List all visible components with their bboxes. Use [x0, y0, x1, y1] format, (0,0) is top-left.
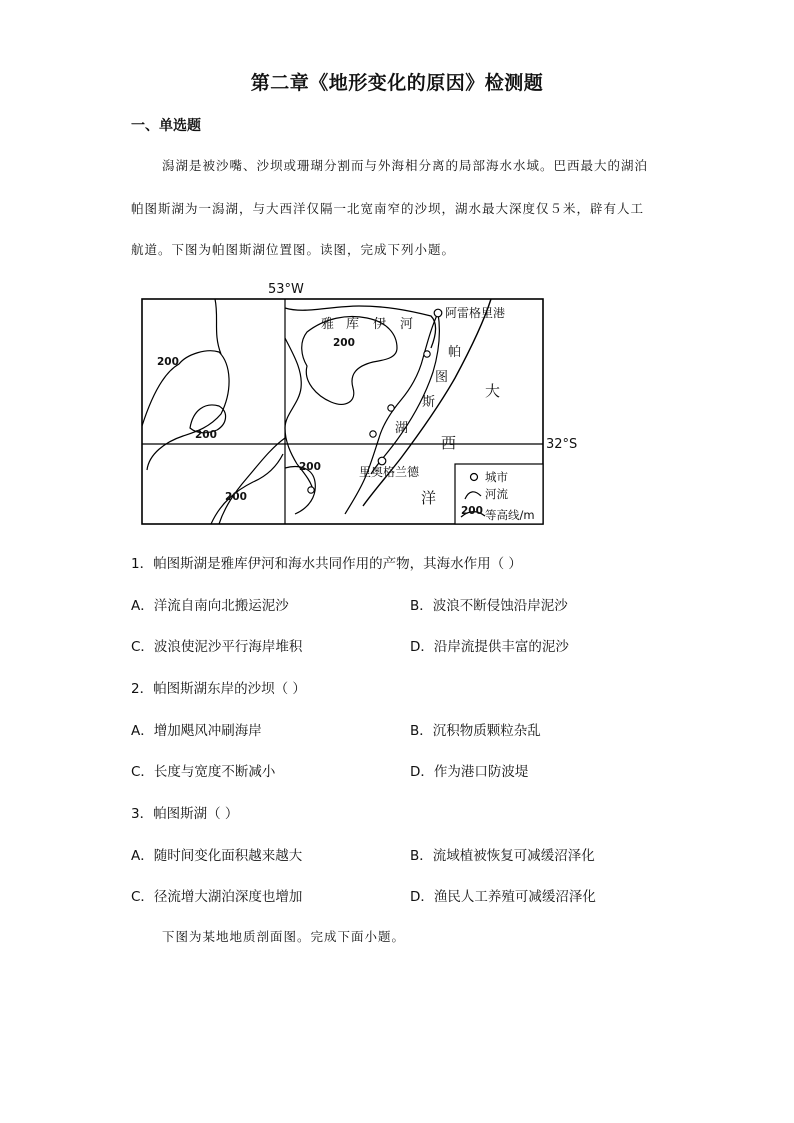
question-2-option-b[interactable]: B．沉积物质颗粒杂乱: [410, 723, 541, 739]
river-name-char: 河: [400, 317, 414, 332]
question-3-stem: 3．帕图斯湖（ ）: [131, 806, 239, 822]
legend-city-label: 城市: [485, 470, 508, 484]
question-1-option-a[interactable]: A．洋流自南向北搬运泥沙: [131, 598, 289, 614]
page-title: 第二章《地形变化的原因》检测题: [250, 72, 544, 94]
city-marker: [308, 487, 314, 493]
patos-lagoon-map: [135, 278, 585, 530]
legend-contour-label: 等高线/m: [485, 508, 535, 522]
lake-name-char: 图: [435, 370, 449, 385]
city-porto-alegre: [434, 309, 442, 317]
legend-contour-value: 200: [461, 505, 483, 517]
intro-line-2: 帕图斯湖为一潟湖，与大西洋仅隔一北宽南窄的沙坝，湖水最大深度仅５米，辟有人工: [131, 201, 645, 216]
contour-value-label: 200: [225, 491, 247, 503]
lake-name-char: 帕: [448, 345, 462, 360]
city-marker: [424, 351, 430, 357]
river-central: [285, 338, 301, 464]
question-1-option-b[interactable]: B．波浪不断侵蚀沿岸泥沙: [410, 598, 568, 614]
river-jacui: [285, 306, 436, 348]
contour-value-label: 200: [333, 337, 355, 349]
section-heading: 一、单选题: [131, 118, 201, 134]
closing-instruction: 下图为某地地质剖面图。完成下面小题。: [162, 929, 406, 944]
river-name-char: 库: [346, 317, 360, 332]
question-2-option-d[interactable]: D．作为港口防波堤: [410, 764, 529, 780]
ocean-name-char: 西: [441, 434, 457, 452]
city-rio-grande: [378, 457, 386, 465]
intro-line-1: 潟湖是被沙嘴、沙坝或珊瑚分割而与外海相分离的局部海水水域。巴西最大的湖泊: [162, 158, 649, 173]
legend-river-label: 河流: [485, 487, 508, 501]
ocean-name-char: 大: [485, 382, 501, 400]
question-3-option-b[interactable]: B．流域植被恢复可减缓沼泽化: [410, 848, 595, 864]
question-1-option-d[interactable]: D．沿岸流提供丰富的泥沙: [410, 639, 569, 655]
contour-line-west: [142, 351, 229, 470]
legend-city-symbol: [471, 474, 478, 481]
contour-value-label: 200: [195, 429, 217, 441]
city-marker: [388, 405, 394, 411]
contour-value-label: 200: [299, 461, 321, 473]
city-name-porto-alegre: 阿雷格里港: [445, 306, 506, 320]
lake-name-char: 湖: [395, 421, 409, 436]
river-name-char: 伊: [373, 317, 387, 332]
question-2-option-a[interactable]: A．增加飓风冲刷海岸: [131, 723, 262, 739]
question-3-option-d[interactable]: D．渔民人工养殖可减缓沼泽化: [410, 889, 596, 905]
lagoon-west-shore: [345, 313, 438, 514]
question-3-option-a[interactable]: A．随时间变化面积越来越大: [131, 848, 303, 864]
question-2-option-c[interactable]: C．长度与宽度不断减小: [131, 764, 276, 780]
question-1-option-c[interactable]: C．波浪使泥沙平行海岸堆积: [131, 639, 303, 655]
longitude-label: 53°W: [268, 282, 304, 297]
contour-line-south: [211, 454, 283, 524]
latitude-label: 32°S: [546, 437, 578, 452]
intro-line-3: 航道。下图为帕图斯湖位置图。读图，完成下列小题。: [131, 242, 456, 257]
city-marker: [370, 431, 376, 437]
ocean-name-char: 洋: [421, 489, 437, 507]
river-west: [215, 299, 221, 354]
question-3-option-c[interactable]: C．径流增大湖泊深度也增加: [131, 889, 303, 905]
lake-name-char: 斯: [422, 395, 436, 410]
city-name-rio-grande: 里奥格兰德: [359, 465, 420, 479]
contour-value-label: 200: [157, 356, 179, 368]
river-south: [219, 438, 285, 524]
question-2-stem: 2．帕图斯湖东岸的沙坝（ ）: [131, 681, 306, 697]
river-name-char: 雅: [321, 317, 335, 332]
question-1-stem: 1．帕图斯湖是雅库伊河和海水共同作用的产物，其海水作用（ ）: [131, 556, 522, 572]
